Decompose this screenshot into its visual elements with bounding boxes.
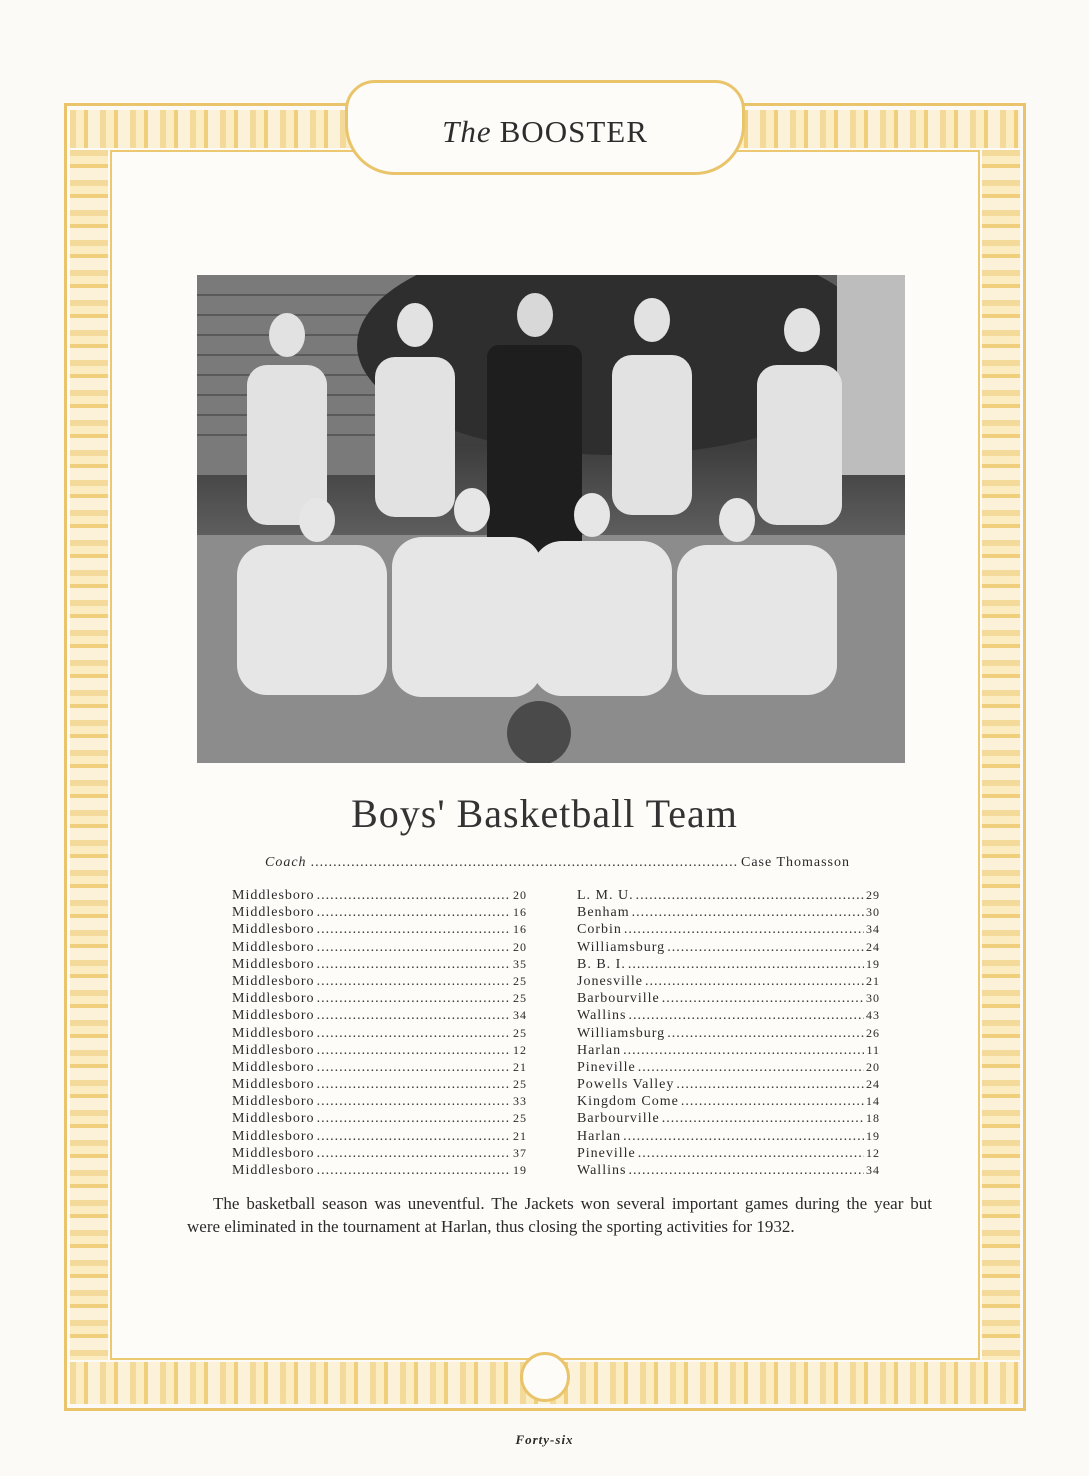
- dot-leader: [623, 1042, 864, 1059]
- season-summary: The basketball season was uneventful. The Jackets won several important games during the year but were eliminated in the tournament at Harlan, thus closing the sporting activities for 1932.: [187, 1194, 932, 1236]
- border-band-right: [982, 150, 1020, 1360]
- score-row: [232, 939, 527, 956]
- opponent-score: 34: [866, 922, 880, 937]
- dot-leader: [628, 956, 864, 973]
- dot-leader: [667, 939, 864, 956]
- opponent-score: 12: [866, 1145, 880, 1160]
- team-score: 33: [513, 1094, 527, 1109]
- opponent-score: 30: [866, 991, 880, 1006]
- opponent-name: Kingdom Come: [577, 1094, 679, 1110]
- opponent-name: Harlan: [577, 1128, 622, 1144]
- team-score: 25: [513, 991, 527, 1006]
- coach-row: [265, 855, 850, 871]
- dot-leader: [676, 1076, 864, 1093]
- score-row: [232, 1128, 527, 1145]
- score-row: [232, 1059, 527, 1076]
- score-row: [232, 973, 527, 990]
- opponent-name: Powells Valley: [577, 1077, 675, 1093]
- page-number: Forty-six: [515, 1432, 574, 1447]
- score-row: [577, 1128, 880, 1145]
- opponent-name: Benham: [577, 905, 630, 921]
- opponent-score: 19: [866, 956, 880, 971]
- opponent-name: Wallins: [577, 1008, 627, 1024]
- dot-leader: [623, 1128, 864, 1145]
- score-row: [577, 1025, 880, 1042]
- opponent-score: 19: [866, 1128, 880, 1143]
- dot-leader: [317, 1093, 511, 1110]
- coach-name: Case Thomasson: [740, 855, 850, 870]
- score-row: [232, 1093, 527, 1110]
- dot-leader: [317, 1042, 511, 1059]
- dot-leader: [317, 990, 511, 1007]
- header-title: BOOSTER: [499, 114, 648, 149]
- team-score: 16: [513, 922, 527, 937]
- dot-leader: [628, 1007, 864, 1024]
- team-name: Middlesboro: [232, 1042, 315, 1058]
- dot-leader: [667, 1025, 864, 1042]
- dot-leader: [311, 855, 737, 871]
- team-name: Middlesboro: [232, 922, 315, 938]
- team-score: 21: [513, 1059, 527, 1074]
- score-row: [577, 1007, 880, 1024]
- team-name: Middlesboro: [232, 991, 315, 1007]
- dot-leader: [317, 1110, 511, 1127]
- dot-leader: [317, 973, 511, 990]
- dot-leader: [662, 990, 864, 1007]
- team-score: 25: [513, 1077, 527, 1092]
- score-row: [577, 1042, 880, 1059]
- opponent-score: 20: [866, 1059, 880, 1074]
- score-row: [577, 1059, 880, 1076]
- page-header: [345, 114, 745, 150]
- score-row: [232, 1162, 527, 1179]
- dot-leader: [317, 939, 511, 956]
- team-score: 21: [513, 1128, 527, 1143]
- dot-leader: [636, 887, 864, 904]
- team-photograph: [197, 275, 905, 763]
- score-row: [232, 921, 527, 938]
- score-row: [232, 887, 527, 904]
- bottom-medallion: [520, 1352, 570, 1402]
- team-name: Middlesboro: [232, 956, 315, 972]
- score-row: [577, 1145, 880, 1162]
- opponent-name: Barbourville: [577, 991, 660, 1007]
- opponent-name: Barbourville: [577, 1111, 660, 1127]
- score-row: [232, 1076, 527, 1093]
- team-name: Middlesboro: [232, 905, 315, 921]
- header-the: The: [442, 114, 492, 149]
- dot-leader: [662, 1110, 864, 1127]
- team-name: Middlesboro: [232, 939, 315, 955]
- team-score: 34: [513, 1008, 527, 1023]
- team-score: 19: [513, 1163, 527, 1177]
- opponent-score: 34: [866, 1163, 880, 1177]
- team-title: Boys' Basketball Team: [351, 791, 738, 836]
- team-score: 20: [513, 939, 527, 954]
- score-row: [232, 1110, 527, 1127]
- team-name: Middlesboro: [232, 1077, 315, 1093]
- team-name: Middlesboro: [232, 1059, 315, 1075]
- score-row: [232, 1025, 527, 1042]
- opponent-name: Jonesville: [577, 973, 643, 989]
- score-row: [577, 973, 880, 990]
- score-row: [232, 1145, 527, 1162]
- team-name: Middlesboro: [232, 1025, 315, 1041]
- dot-leader: [645, 973, 864, 990]
- team-score: 37: [513, 1145, 527, 1160]
- dot-leader: [317, 956, 511, 973]
- score-row: [232, 904, 527, 921]
- score-row: [577, 956, 880, 973]
- score-row: [232, 990, 527, 1007]
- dot-leader: [317, 1076, 511, 1093]
- opponent-scores-column: [577, 887, 880, 1179]
- score-row: [577, 1110, 880, 1127]
- team-score: 25: [513, 1111, 527, 1126]
- dot-leader: [628, 1162, 864, 1179]
- team-name: Middlesboro: [232, 1145, 315, 1161]
- score-row: [577, 904, 880, 921]
- team-score: 16: [513, 905, 527, 920]
- dot-leader: [317, 1145, 511, 1162]
- dot-leader: [632, 904, 864, 921]
- score-row: [577, 990, 880, 1007]
- dot-leader: [317, 904, 511, 921]
- dot-leader: [624, 921, 864, 938]
- dot-leader: [317, 1128, 511, 1145]
- opponent-score: 29: [866, 888, 880, 902]
- dot-leader: [638, 1059, 864, 1076]
- opponent-score: 21: [866, 973, 880, 988]
- score-row: [232, 956, 527, 973]
- dot-leader: [638, 1145, 864, 1162]
- opponent-score: 24: [866, 1077, 880, 1092]
- opponent-score: 18: [866, 1111, 880, 1126]
- team-name: Middlesboro: [232, 973, 315, 989]
- opponent-name: Williamsburg: [577, 939, 666, 955]
- opponent-name: B. B. I.: [577, 956, 626, 972]
- dot-leader: [317, 1162, 511, 1179]
- team-score: 35: [513, 956, 527, 971]
- opponent-score: 26: [866, 1025, 880, 1040]
- team-score: 25: [513, 973, 527, 988]
- coach-label: Coach: [265, 855, 307, 870]
- score-row: [232, 1042, 527, 1059]
- opponent-score: 24: [866, 939, 880, 954]
- score-row: [232, 1007, 527, 1024]
- dot-leader: [317, 1007, 511, 1024]
- score-row: [577, 887, 880, 904]
- opponent-name: Williamsburg: [577, 1025, 666, 1041]
- opponent-name: Pineville: [577, 1059, 636, 1075]
- opponent-score: 30: [866, 905, 880, 920]
- team-name: Middlesboro: [232, 1094, 315, 1110]
- score-row: [577, 1093, 880, 1110]
- opponent-name: Corbin: [577, 922, 622, 938]
- team-name: Middlesboro: [232, 888, 315, 903]
- team-score: 20: [513, 888, 527, 902]
- opponent-score: 11: [866, 1042, 880, 1057]
- dot-leader: [317, 1025, 511, 1042]
- opponent-score: 43: [866, 1008, 880, 1023]
- team-name: Middlesboro: [232, 1128, 315, 1144]
- dot-leader: [317, 1059, 511, 1076]
- team-score: 25: [513, 1025, 527, 1040]
- team-score: 12: [513, 1042, 527, 1057]
- dot-leader: [681, 1093, 864, 1110]
- score-row: [577, 939, 880, 956]
- dot-leader: [317, 921, 511, 938]
- dot-leader: [317, 887, 511, 904]
- opponent-name: Wallins: [577, 1163, 627, 1178]
- score-row: [577, 1076, 880, 1093]
- team-name: Middlesboro: [232, 1008, 315, 1024]
- score-row: [577, 921, 880, 938]
- opponent-name: Harlan: [577, 1042, 622, 1058]
- team-name: Middlesboro: [232, 1163, 315, 1178]
- team-name: Middlesboro: [232, 1111, 315, 1127]
- opponent-score: 14: [866, 1094, 880, 1109]
- border-band-left: [70, 150, 108, 1360]
- opponent-name: L. M. U.: [577, 888, 634, 903]
- score-row: [577, 1162, 880, 1179]
- middlesboro-scores-column: [232, 887, 527, 1179]
- opponent-name: Pineville: [577, 1145, 636, 1161]
